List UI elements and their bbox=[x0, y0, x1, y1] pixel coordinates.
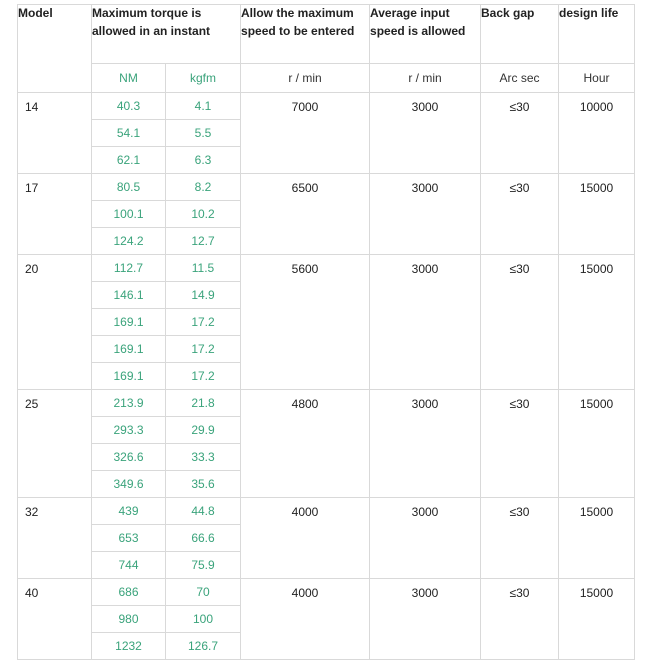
torque-kgfm-cell: 126.7 bbox=[166, 633, 241, 660]
back-gap-cell: ≤30 bbox=[481, 498, 559, 579]
torque-nm-cell: 1232 bbox=[92, 633, 166, 660]
model-cell: 20 bbox=[18, 255, 92, 390]
header-max-speed: Allow the maximum speed to be entered bbox=[241, 5, 370, 64]
life-cell: 15000 bbox=[559, 174, 635, 255]
torque-kgfm-cell: 21.8 bbox=[166, 390, 241, 417]
torque-kgfm-cell: 29.9 bbox=[166, 417, 241, 444]
life-cell: 10000 bbox=[559, 93, 635, 174]
torque-nm-cell: 80.5 bbox=[92, 174, 166, 201]
torque-kgfm-cell: 17.2 bbox=[166, 363, 241, 390]
model-group bbox=[18, 498, 635, 579]
header-model: Model bbox=[18, 5, 92, 93]
torque-nm-cell: 146.1 bbox=[92, 282, 166, 309]
unit-back-gap: Arc sec bbox=[481, 64, 559, 93]
back-gap-cell: ≤30 bbox=[481, 579, 559, 660]
life-cell: 15000 bbox=[559, 255, 635, 390]
torque-kgfm-cell: 44.8 bbox=[166, 498, 241, 525]
header-row bbox=[18, 5, 635, 64]
table-row bbox=[18, 93, 635, 120]
model-group bbox=[18, 93, 635, 174]
header-torque: Maximum torque is allowed in an instant bbox=[92, 5, 241, 64]
torque-nm-cell: 124.2 bbox=[92, 228, 166, 255]
torque-nm-cell: 213.9 bbox=[92, 390, 166, 417]
torque-kgfm-cell: 6.3 bbox=[166, 147, 241, 174]
max-speed-cell: 7000 bbox=[241, 93, 370, 174]
torque-nm-cell: 169.1 bbox=[92, 363, 166, 390]
torque-nm-cell: 326.6 bbox=[92, 444, 166, 471]
torque-nm-cell: 686 bbox=[92, 579, 166, 606]
model-group bbox=[18, 174, 635, 255]
torque-kgfm-cell: 4.1 bbox=[166, 93, 241, 120]
torque-nm-cell: 980 bbox=[92, 606, 166, 633]
torque-nm-cell: 112.7 bbox=[92, 255, 166, 282]
torque-nm-cell: 653 bbox=[92, 525, 166, 552]
model-group bbox=[18, 255, 635, 390]
units-row bbox=[18, 64, 635, 93]
model-group bbox=[18, 579, 635, 660]
torque-kgfm-cell: 17.2 bbox=[166, 309, 241, 336]
torque-nm-cell: 100.1 bbox=[92, 201, 166, 228]
torque-nm-cell: 169.1 bbox=[92, 309, 166, 336]
torque-kgfm-cell: 10.2 bbox=[166, 201, 241, 228]
model-cell: 40 bbox=[18, 579, 92, 660]
unit-nm: NM bbox=[92, 64, 166, 93]
table-row bbox=[18, 390, 635, 417]
torque-kgfm-cell: 33.3 bbox=[166, 444, 241, 471]
avg-speed-cell: 3000 bbox=[370, 498, 481, 579]
back-gap-cell: ≤30 bbox=[481, 174, 559, 255]
header-life: design life bbox=[559, 5, 635, 64]
torque-nm-cell: 439 bbox=[92, 498, 166, 525]
life-cell: 15000 bbox=[559, 579, 635, 660]
unit-max-speed: r / min bbox=[241, 64, 370, 93]
torque-kgfm-cell: 5.5 bbox=[166, 120, 241, 147]
torque-kgfm-cell: 12.7 bbox=[166, 228, 241, 255]
avg-speed-cell: 3000 bbox=[370, 174, 481, 255]
torque-kgfm-cell: 70 bbox=[166, 579, 241, 606]
model-group bbox=[18, 390, 635, 498]
max-speed-cell: 4800 bbox=[241, 390, 370, 498]
back-gap-cell: ≤30 bbox=[481, 255, 559, 390]
torque-kgfm-cell: 66.6 bbox=[166, 525, 241, 552]
table-row bbox=[18, 255, 635, 282]
life-cell: 15000 bbox=[559, 390, 635, 498]
torque-nm-cell: 62.1 bbox=[92, 147, 166, 174]
model-cell: 32 bbox=[18, 498, 92, 579]
max-speed-cell: 4000 bbox=[241, 498, 370, 579]
header-avg-speed: Average input speed is allowed bbox=[370, 5, 481, 64]
torque-kgfm-cell: 17.2 bbox=[166, 336, 241, 363]
life-cell: 15000 bbox=[559, 498, 635, 579]
back-gap-cell: ≤30 bbox=[481, 93, 559, 174]
model-cell: 25 bbox=[18, 390, 92, 498]
torque-kgfm-cell: 11.5 bbox=[166, 255, 241, 282]
unit-life: Hour bbox=[559, 64, 635, 93]
spec-table bbox=[17, 4, 635, 660]
model-cell: 17 bbox=[18, 174, 92, 255]
torque-nm-cell: 293.3 bbox=[92, 417, 166, 444]
torque-nm-cell: 349.6 bbox=[92, 471, 166, 498]
torque-nm-cell: 744 bbox=[92, 552, 166, 579]
torque-kgfm-cell: 14.9 bbox=[166, 282, 241, 309]
max-speed-cell: 4000 bbox=[241, 579, 370, 660]
model-cell: 14 bbox=[18, 93, 92, 174]
back-gap-cell: ≤30 bbox=[481, 390, 559, 498]
unit-avg-speed: r / min bbox=[370, 64, 481, 93]
torque-kgfm-cell: 75.9 bbox=[166, 552, 241, 579]
max-speed-cell: 5600 bbox=[241, 255, 370, 390]
torque-kgfm-cell: 8.2 bbox=[166, 174, 241, 201]
table-row bbox=[18, 579, 635, 606]
avg-speed-cell: 3000 bbox=[370, 255, 481, 390]
torque-nm-cell: 169.1 bbox=[92, 336, 166, 363]
torque-kgfm-cell: 35.6 bbox=[166, 471, 241, 498]
torque-kgfm-cell: 100 bbox=[166, 606, 241, 633]
torque-nm-cell: 40.3 bbox=[92, 93, 166, 120]
avg-speed-cell: 3000 bbox=[370, 390, 481, 498]
torque-nm-cell: 54.1 bbox=[92, 120, 166, 147]
table-row bbox=[18, 174, 635, 201]
avg-speed-cell: 3000 bbox=[370, 579, 481, 660]
table-row bbox=[18, 498, 635, 525]
avg-speed-cell: 3000 bbox=[370, 93, 481, 174]
unit-kgfm: kgfm bbox=[166, 64, 241, 93]
max-speed-cell: 6500 bbox=[241, 174, 370, 255]
header-back-gap: Back gap bbox=[481, 5, 559, 64]
